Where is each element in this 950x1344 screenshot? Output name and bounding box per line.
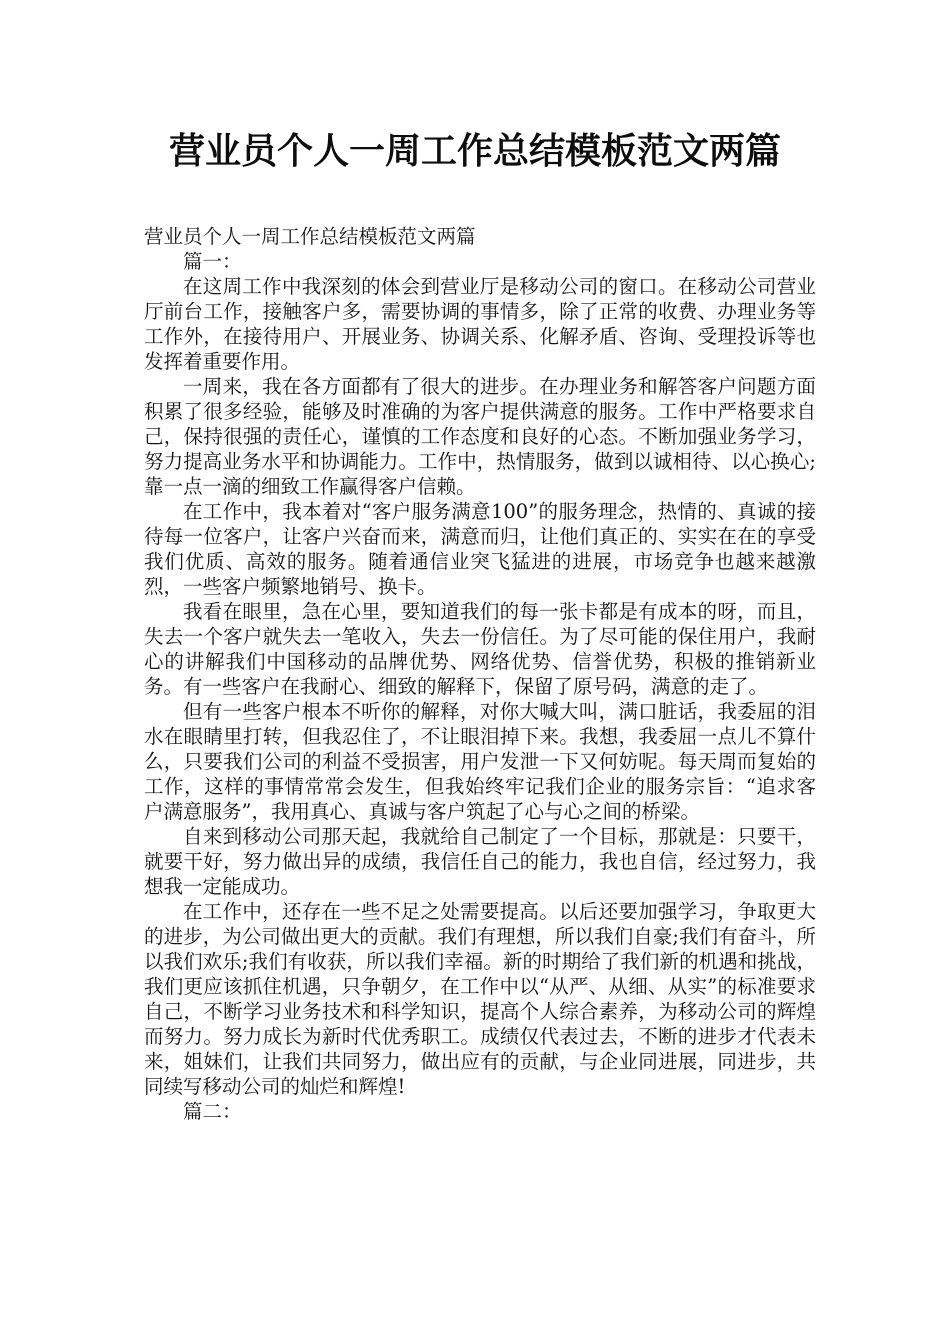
document-body (144, 224, 816, 1124)
paragraph: 在工作中，还存在一些不足之处需要提高。以后还要加强学习，争取更大的进步，为公司做出更大的贡献。我们有理想，所以我们自豪;我们有奋斗，所以我们欢乐;我们有收获，所以我们幸福。新的时期给了我们新的机遇和挑战，我们更应该抓住机遇，只争朝夕，在工作中以“从严、从细、从实”的标准要求自己，不断学习业务技术和科学知识，提高个人综合素养，为移动公司的辉煌而努力。努力成长为新时代优秀职工。成绩仅代表过去，不断的进步才代表未来，姐妹们，让我们共同努力，做出应有的贡献，与企业同进展，同进步，共同续写移动公司的灿烂和辉煌! (144, 900, 816, 1098)
section-label-1: 篇一： (183, 250, 242, 273)
document-subtitle: 营业员个人一周工作总结模板范文两篇 (144, 225, 476, 248)
document-title: 营业员个人一周工作总结模板范文两篇 (168, 131, 781, 172)
paragraph: 自来到移动公司那天起，我就给自己制定了一个目标，那就是：只要干，就要干好，努力做出异的成绩，我信任自己的能力，我也自信，经过努力，我想我一定能成功。 (144, 825, 816, 898)
paragraph: 我看在眼里，急在心里，要知道我们的每一张卡都是有成本的呀，而且，失去一个客户就失去一笔收入，失去一份信任。为了尽可能的保住用户，我耐心的讲解我们中国移动的品牌优势、网络优势、信誉优势，积极的推销新业务。有一些客户在我耐心、细致的解释下，保留了原号码，满意的走了。 (144, 600, 816, 698)
section-label-2: 篇二： (183, 1100, 242, 1123)
paragraph: 在工作中，我本着对“客户服务满意100”的服务理念，热情的、真诚的接待每一位客户，让客户兴奋而来，满意而归，让他们真正的、实实在在的享受我们优质、高效的服务。随着通信业突飞猛进的进展，市场竞争也越来越激烈，一些客户频繁地销号、换卡。 (144, 500, 816, 598)
paragraph: 在这周工作中我深刻的体会到营业厅是移动公司的窗口。在移动公司营业厅前台工作，接触客户多，需要协调的事情多，除了正常的收费、办理业务等工作外，在接待用户、开展业务、协调关系、化解矛盾、咨询、受理投诉等也发挥着重要作用。 (144, 275, 816, 373)
paragraph: 但有一些客户根本不听你的解释，对你大喊大叫，满口脏话，我委屈的泪水在眼睛里打转，但我忍住了，不让眼泪掉下来。我想，我委屈一点儿不算什么，只要我们公司的利益不受损害，用户发泄一下又何妨呢。每天周而复始的工作，这样的事情常常会发生，但我始终牢记我们企业的服务宗旨：“追求客户满意服务”，我用真心、真诚与客户筑起了心与心之间的桥梁。 (144, 700, 816, 823)
paragraph: 一周来，我在各方面都有了很大的进步。在办理业务和解答客户问题方面积累了很多经验，能够及时准确的为客户提供满意的服务。工作中严格要求自己，保持很强的责任心，谨慎的工作态度和良好的心态。不断加强业务学习，努力提高业务水平和协调能力。工作中，热情服务，做到以诚相待、以心换心;靠一点一滴的细致工作赢得客户信赖。 (144, 375, 816, 498)
